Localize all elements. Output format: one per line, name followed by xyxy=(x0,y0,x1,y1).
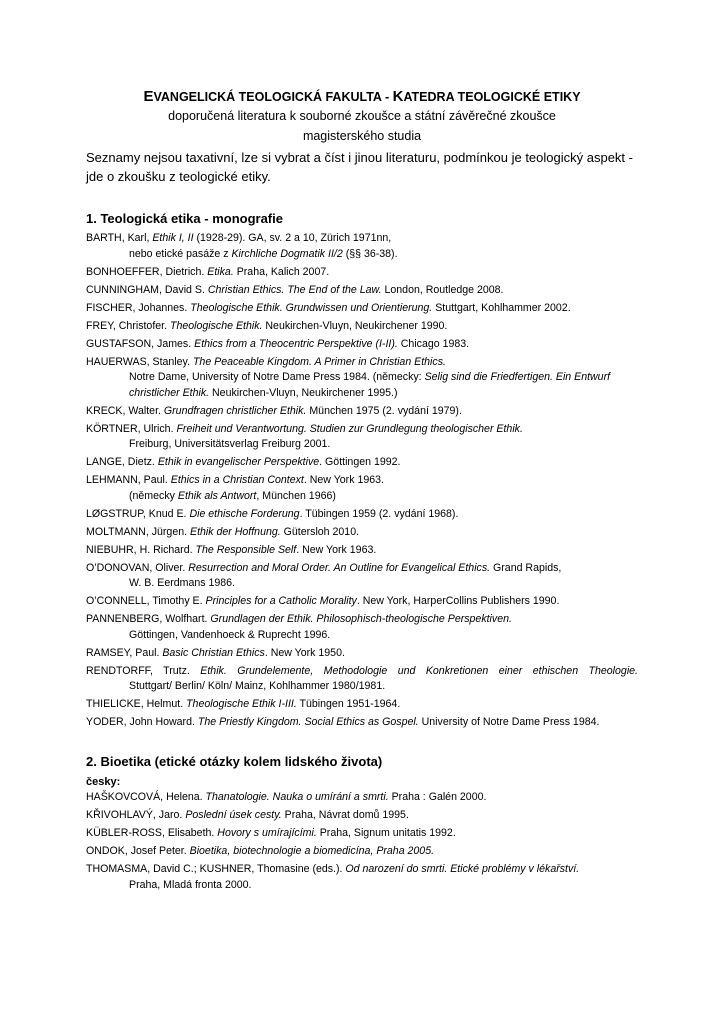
entry-text: (německy xyxy=(129,489,178,502)
bibliography-entry xyxy=(86,594,638,610)
entry-title-text: Resurrection and Moral Order. An Outline for Evangelical Ethics. xyxy=(188,561,491,574)
entry-title-text: Christian Ethics. The End of the Law. xyxy=(207,283,382,296)
entry-line xyxy=(86,808,638,824)
entry-text: (1928-29). GA, sv. 2 a 10, Zürich 1971nn, xyxy=(193,232,392,244)
bibliography-entry xyxy=(86,422,638,453)
entry-line xyxy=(86,543,638,559)
entry-title-text: Die ethische Forderung xyxy=(189,507,300,520)
entry-text: . New York, HarperCollins Publishers 1990. xyxy=(356,595,560,608)
entry-line xyxy=(86,561,638,577)
bibliography-entry xyxy=(86,664,638,695)
entry-text: Neukirchen-Vluyn, Neukirchener 1995.) xyxy=(209,386,398,399)
bibliography-entry xyxy=(86,844,638,860)
bibliography-entry xyxy=(86,525,638,541)
entry-continuation-line xyxy=(86,628,638,644)
entry-title-text: Principles for a Catholic Morality xyxy=(205,595,357,608)
entry-text: , München 1966) xyxy=(256,489,336,502)
bibliography-entry xyxy=(86,790,638,806)
bibliography-entry xyxy=(86,355,638,402)
entry-title-text: Freiheit und Verantwortung. Studien zur Grundlegung theologischer Ethik. xyxy=(176,422,523,435)
entry-text: Grand Rapids, xyxy=(490,561,562,574)
bibliography-entry xyxy=(86,697,638,713)
entry-title-text: Hovory s umírajícími. xyxy=(217,827,317,839)
bibliography-entry xyxy=(86,265,638,281)
entry-line xyxy=(86,231,638,247)
entry-line xyxy=(86,594,638,610)
entry-title-text: Grundlagen der Ethik. Philosophisch-theologische Perspektiven. xyxy=(210,613,512,626)
entry-text: GUSTAFSON, James. xyxy=(86,337,195,350)
entry-text: FISCHER, Johannes. xyxy=(86,301,191,314)
entry-line xyxy=(86,790,638,806)
entry-text: NIEBUHR, H. Richard. xyxy=(86,543,196,556)
entry-line xyxy=(86,355,638,371)
entry-title-text: Ethics from a Theocentric Perspektive (I-II). xyxy=(194,337,398,350)
entry-text: Praha : Galén 2000. xyxy=(388,791,487,804)
entry-text: (§§ 36-38). xyxy=(342,247,398,260)
entry-text: Praha, Kalich 2007. xyxy=(233,265,330,278)
bibliography-entry xyxy=(86,646,638,662)
entry-title-text: Ethik. Grundelemente, Methodologie und Konkretionen einer ethischen Theologie. xyxy=(200,664,639,677)
entry-line xyxy=(86,525,638,541)
entry-text: Stuttgart/ Berlin/ Köln/ Mainz, Kohlhammer 1980/1981. xyxy=(129,680,386,693)
entry-line xyxy=(86,715,638,731)
entry-line xyxy=(86,337,638,353)
entry-title-text: Thanatologie. Nauka o umírání a smrti. xyxy=(205,791,389,804)
entry-line xyxy=(86,283,638,299)
entry-text: . Göttingen 1992. xyxy=(319,456,401,469)
entry-text: Praha, Mladá fronta 2000. xyxy=(129,878,252,891)
entry-text: Tübingen 1951-1964. xyxy=(296,698,401,711)
entry-text: RENDTORFF, Trutz. xyxy=(86,664,201,677)
entry-title-text: Etika. xyxy=(207,265,234,278)
entry-text: nebo etické pasáže z xyxy=(129,247,232,260)
title-part-1: VANGELICKÁ TEOLOGICKÁ FAKULTA xyxy=(153,90,382,104)
entry-title-text: Poslední úsek cesty. xyxy=(185,809,282,822)
entry-title-text: The Peaceable Kingdom. A Primer in Christian Ethics. xyxy=(192,355,446,368)
subheading-cesky: česky: xyxy=(86,776,121,789)
entry-text: München 1975 (2. vydání 1979). xyxy=(306,404,462,417)
section-heading-monografie: 1. Teologická etika - monografie xyxy=(86,211,283,226)
entry-line xyxy=(86,826,638,842)
entry-title-text: Theologische Ethik. Grundwissen und Orientierung. xyxy=(190,301,433,314)
bibliography-entry xyxy=(86,319,638,335)
entry-continuation-line xyxy=(86,370,638,401)
entry-text: LEHMANN, Paul. xyxy=(86,474,171,487)
entry-text: Gütersloh 2010. xyxy=(280,525,360,538)
title-initial-1: E xyxy=(143,88,154,105)
entry-line xyxy=(86,507,638,523)
bibliography-entry xyxy=(86,507,638,523)
bibliography-entry xyxy=(86,715,638,731)
entry-line xyxy=(86,473,638,489)
entry-text: Praha, Návrat domů 1995. xyxy=(281,809,409,822)
entry-line xyxy=(86,844,638,860)
bibliography-list-monografie xyxy=(86,231,638,731)
entry-continuation-line xyxy=(86,679,638,695)
entry-text: KRECK, Walter. xyxy=(86,404,164,417)
entry-text: Freiburg, Universitätsverlag Freiburg 2001. xyxy=(129,438,331,451)
entry-text: LANGE, Dietz. xyxy=(86,456,158,469)
entry-line xyxy=(86,265,638,281)
bibliography-entry xyxy=(86,283,638,299)
bibliography-entry xyxy=(86,337,638,353)
entry-line xyxy=(86,422,638,438)
entry-title-text: The Priestly Kingdom. Social Ethics as Gospel. xyxy=(197,716,419,729)
entry-text: CUNNINGHAM, David S. xyxy=(86,283,208,296)
bibliography-entry xyxy=(86,404,638,420)
entry-title-text: Ethik der Hoffnung. xyxy=(190,525,281,538)
bibliography-entry xyxy=(86,561,638,592)
subtitle-line-2: magisterského studia xyxy=(302,129,422,143)
entry-line xyxy=(86,697,638,713)
entry-text: Neukirchen-Vluyn, Neukirchener 1990. xyxy=(262,319,448,332)
entry-text: O’DONOVAN, Oliver. xyxy=(86,561,189,574)
entry-line xyxy=(86,646,638,662)
entry-line xyxy=(86,862,638,878)
entry-title-text: Basic Christian Ethics xyxy=(162,646,265,659)
entry-text: KŘIVOHLAVÝ, Jaro. xyxy=(86,809,186,822)
bibliography-entry xyxy=(86,808,638,824)
entry-text: RAMSEY, Paul. xyxy=(86,646,163,659)
entry-title-text: Od narození do smrti. Etické problémy v lékařství. xyxy=(345,862,580,875)
entry-text: LØGSTRUP, Knud E. xyxy=(86,507,190,520)
entry-text: W. B. Eerdmans 1986. xyxy=(129,577,235,590)
bibliography-entry xyxy=(86,301,638,317)
title-part-2: ATEDRA TEOLOGICKÉ ETIKY xyxy=(403,90,581,104)
entry-title-text: Selig sind die Friedfertigen. Ein Entwurf christlicher Ethik. xyxy=(129,371,611,399)
entry-continuation-line xyxy=(86,489,638,505)
bibliography-list-bioetika xyxy=(86,790,638,893)
entry-text: Notre Dame, University of Notre Dame Press 1984. (německy: xyxy=(129,371,425,384)
entry-continuation-line xyxy=(86,437,638,453)
entry-text: London, Routledge 2008. xyxy=(381,283,504,296)
intro-paragraph: Seznamy nejsou taxativní, lze si vybrat a číst i jinou literaturu, podmínkou je teologický aspekt - jde o zkoušku z teologické etiky. xyxy=(86,150,633,184)
entry-text: Chicago 1983. xyxy=(397,337,470,350)
entry-title-text: Bioetika, biotechnologie a biomedicína, Praha 2005. xyxy=(189,844,435,857)
entry-title-text: Ethics in a Christian Context xyxy=(170,474,304,487)
entry-text: O’CONNELL, Timothy E. xyxy=(86,595,206,608)
entry-line xyxy=(86,664,638,680)
entry-text: Stuttgart, Kohlhammer 2002. xyxy=(432,301,571,314)
entry-title-text: Theologische Ethik I-III. xyxy=(186,698,297,711)
entry-text: BONHOEFFER, Dietrich. xyxy=(86,265,208,278)
entry-text: HAUERWAS, Stanley. xyxy=(86,355,193,368)
entry-line xyxy=(86,455,638,471)
entry-line xyxy=(86,612,638,628)
entry-title-text: Ethik I, II xyxy=(152,232,194,244)
entry-line xyxy=(86,404,638,420)
bibliography-entry xyxy=(86,473,638,504)
entry-text: THIELICKE, Helmut. xyxy=(86,698,187,711)
entry-text: BARTH, Karl, xyxy=(86,232,153,244)
entry-text: KÖRTNER, Ulrich. xyxy=(86,422,177,435)
entry-text: HAŠKOVCOVÁ, Helena. xyxy=(86,791,206,804)
entry-text: FREY, Christofer. xyxy=(86,319,170,332)
entry-text: KÜBLER-ROSS, Elisabeth. xyxy=(86,827,218,839)
entry-continuation-line xyxy=(86,576,638,592)
entry-text: Praha, Signum unitatis 1992. xyxy=(316,827,456,839)
bibliography-entry xyxy=(86,543,638,559)
entry-text: University of Notre Dame Press 1984. xyxy=(418,716,600,729)
entry-title-text: The Responsible Self xyxy=(195,543,297,556)
entry-title-text: Grundfragen christlicher Ethik. xyxy=(163,404,307,417)
entry-text: THOMASMA, David C.; KUSHNER, Thomasine (eds.). xyxy=(86,862,346,875)
entry-line xyxy=(86,319,638,335)
title-initial-2: K xyxy=(392,88,404,105)
title-separator: - xyxy=(381,90,393,104)
entry-text: PANNENBERG, Wolfhart. xyxy=(86,613,211,626)
bibliography-entry xyxy=(86,231,638,262)
document-title xyxy=(86,88,638,106)
subtitle-line-1: doporučená literatura k souborné zkoušce a státní závěrečné zkoušce xyxy=(168,109,556,123)
entry-text: ONDOK, Josef Peter. xyxy=(86,844,190,857)
section-heading-bioetika: 2. Bioetika (etické otázky kolem lidského života) xyxy=(86,754,383,770)
entry-text: YODER, John Howard. xyxy=(86,716,198,729)
bibliography-entry xyxy=(86,455,638,471)
entry-title-text: Kirchliche Dogmatik II/2 xyxy=(231,247,343,260)
entry-text: . New York 1963. xyxy=(303,474,384,487)
entry-text: . New York 1963. xyxy=(296,543,377,556)
document-page xyxy=(86,88,638,896)
entry-text: . Tübingen 1959 (2. vydání 1968). xyxy=(299,507,459,520)
entry-line xyxy=(86,301,638,317)
entry-title-text: Ethik in evangelischer Perspektive xyxy=(157,456,320,469)
entry-title-text: Theologische Ethik. xyxy=(170,319,263,332)
entry-continuation-line xyxy=(86,878,638,894)
entry-text: MOLTMANN, Jürgen. xyxy=(86,525,190,538)
entry-text: . New York 1950. xyxy=(264,646,345,659)
bibliography-entry xyxy=(86,862,638,893)
bibliography-entry xyxy=(86,612,638,643)
entry-continuation-line xyxy=(86,247,638,263)
entry-text: Göttingen, Vandenhoeck & Ruprecht 1996. xyxy=(129,628,331,641)
bibliography-entry xyxy=(86,826,638,842)
entry-title-text: Ethik als Antwort xyxy=(177,489,257,502)
